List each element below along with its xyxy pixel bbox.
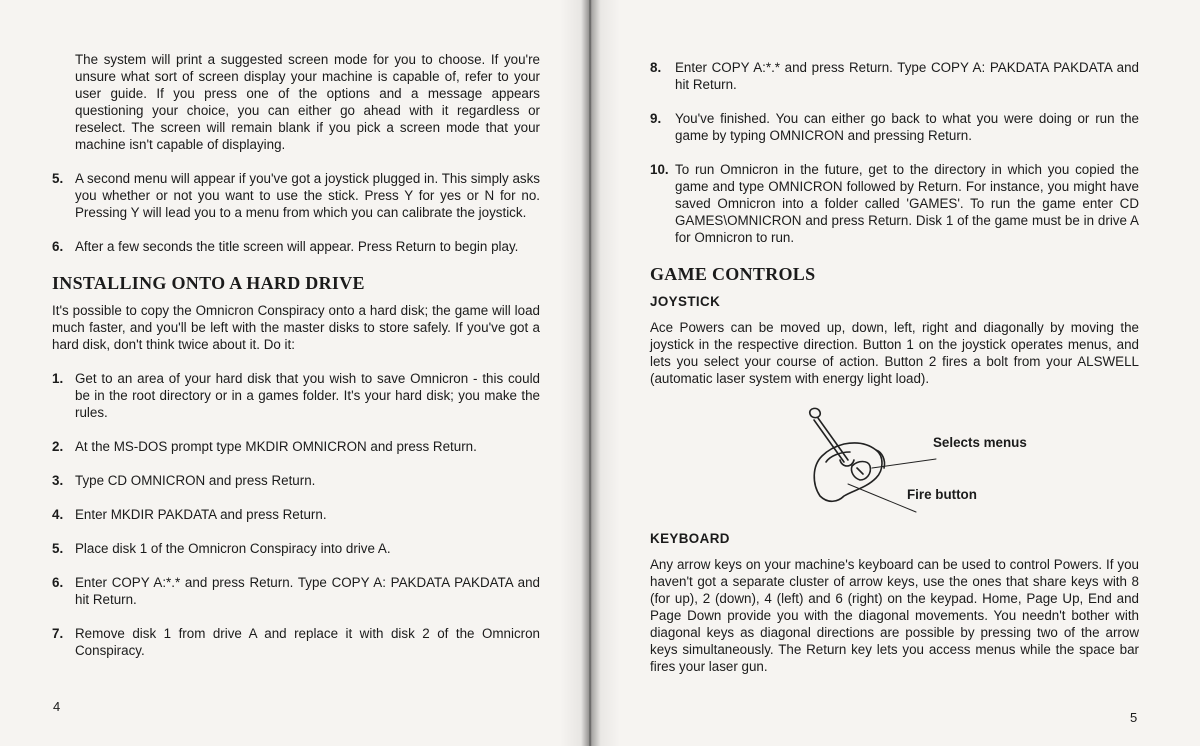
step-item: [52, 574, 540, 608]
step-text: Get to an area of your hard disk that you wish to save Omnicron - this could be in the root directory or in a games folder. It's your hard disk; you make the rules.: [75, 371, 540, 420]
step-item: [52, 540, 540, 557]
step-number: 9.: [650, 111, 662, 126]
step-item: [52, 370, 540, 421]
joystick-icon: [800, 404, 940, 522]
step-text: Remove disk 1 from drive A and replace it with disk 2 of the Omnicron Conspiracy.: [75, 626, 540, 658]
keyboard-paragraph: Any arrow keys on your machine's keyboard can be used to control Powers. If you haven't got a separate cluster of arrow keys, use the ones that share keys with 8 (for up), 2 (down), 4 (left) and 6 (right) on the keypad. Home, Page Up, End and Page Down provide you with the diagonal movements. You needn't bother with diagonal keys as diagonal directions are possible by pressing two of the arrow keys simultaneously. The Return key lets you access menus while the space bar fires your laser gun.: [650, 557, 1139, 674]
step-text: Place disk 1 of the Omnicron Conspiracy into drive A.: [75, 541, 391, 556]
list-item: [52, 170, 540, 221]
item-text: A second menu will appear if you've got a joystick plugged in. This simply asks you whether or not you want to use the stick. Press Y for yes or N for no. Pressing Y will lead you to a menu from which you can calibrate the joystick.: [75, 171, 540, 220]
item-text: After a few seconds the title screen will appear. Press Return to begin play.: [75, 239, 519, 254]
step-text: Enter COPY A:*.* and press Return. Type COPY A: PAKDATA PAKDATA and hit Return.: [675, 60, 1139, 92]
subheading-joystick: JOYSTICK: [650, 294, 721, 309]
step-item: [52, 472, 540, 489]
step-text: You've finished. You can either go back to what you were doing or run the game by typing OMNICRON and pressing Return.: [675, 111, 1139, 143]
section-heading-game-controls: GAME CONTROLS: [650, 264, 816, 284]
list-item: [52, 238, 540, 255]
step-number: 10.: [650, 162, 669, 177]
label-selects-menus: Selects menus: [933, 435, 1027, 450]
step-number: 4.: [52, 507, 64, 522]
left-page: [0, 0, 588, 746]
step-item: [650, 59, 1139, 93]
label-fire-button: Fire button: [907, 487, 977, 502]
step-number: 7.: [52, 626, 64, 641]
page-number-right: 5: [1130, 710, 1138, 725]
item-number: 6.: [52, 239, 64, 254]
step-text: To run Omnicron in the future, get to the directory in which you copied the game and type OMNICRON followed by Return. For instance, you might have saved Omnicron into a folder called 'GAMES'. To run the game enter CD GAMES\OMNICRON and press Return. Disk 1 of the game must be in drive A for Omnicron to run.: [675, 162, 1139, 245]
step-text: Enter COPY A:*.* and press Return. Type COPY A: PAKDATA PAKDATA and hit Return.: [75, 575, 540, 607]
step-number: 5.: [52, 541, 64, 556]
step-number: 3.: [52, 473, 64, 488]
step-item: [650, 161, 1139, 246]
joystick-figure: [650, 404, 1139, 522]
right-page: [588, 0, 1200, 746]
page-number-left: 4: [53, 699, 61, 714]
step-number: 1.: [52, 371, 64, 386]
step-number: 6.: [52, 575, 64, 590]
step-text: Type CD OMNICRON and press Return.: [75, 473, 316, 488]
section-heading-hard-drive: INSTALLING ONTO A HARD DRIVE: [52, 273, 365, 293]
step-number: 2.: [52, 439, 64, 454]
right-page-content: [650, 59, 1139, 692]
subheading-keyboard: KEYBOARD: [650, 531, 730, 546]
joystick-paragraph: Ace Powers can be moved up, down, left, right and diagonally by moving the joystick in the respective direction. Button 1 on the joystick operates menus, and lets you select your course of action. Button 2 fires a bolt from your ALSWELL (automatic laser system with energy light load).: [650, 320, 1139, 386]
step-item: [52, 625, 540, 659]
step-number: 8.: [650, 60, 662, 75]
step-item: [52, 438, 540, 455]
left-page-content: [52, 51, 540, 676]
step-item: [52, 506, 540, 523]
step-text: At the MS-DOS prompt type MKDIR OMNICRON and press Return.: [75, 439, 477, 454]
item-number: 5.: [52, 171, 64, 186]
step-text: Enter MKDIR PAKDATA and press Return.: [75, 507, 327, 522]
step-item: [650, 110, 1139, 144]
hard-drive-intro: It's possible to copy the Omnicron Conspiracy onto a hard disk; the game will load much faster, and you'll be left with the master disks to store safely. If you've got a hard disk, don't think twice about it. Do it:: [52, 303, 540, 352]
intro-paragraph: The system will print a suggested screen mode for you to choose. If you're unsure what sort of screen display your machine is capable of, refer to your user guide. If you press one of the options and a message appears questioning your choice, you can either go ahead with it regardless or reselect. The screen will remain blank if you pick a screen mode that your machine isn't capable of displaying.: [75, 52, 540, 152]
